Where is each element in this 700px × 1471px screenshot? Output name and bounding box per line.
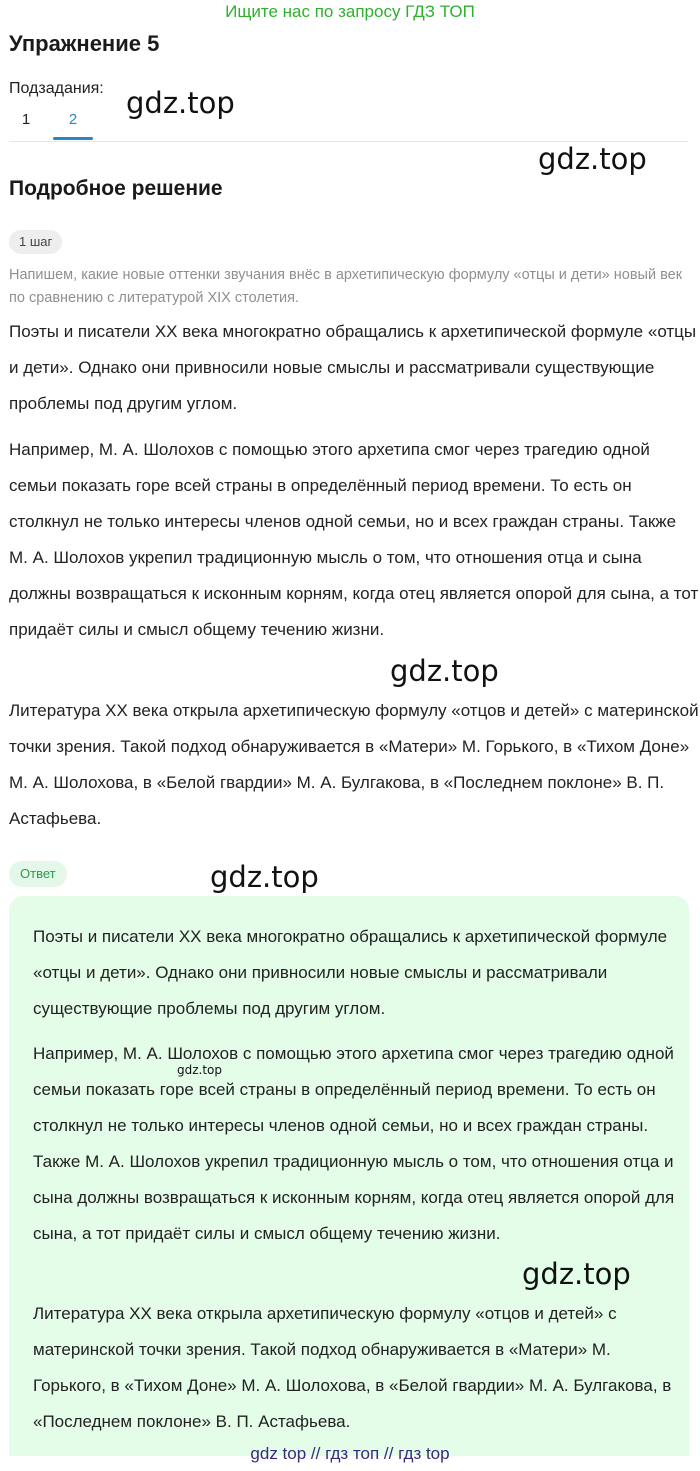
watermark: gdz.top bbox=[390, 654, 499, 688]
answer-paragraph: Литература XX века открыла архетипическую формулу «отцов и детей» с материнской точки зрения. Такой подход обнаруживается в «Матери» М. Горького, в «Тихом Доне» М. А. Шолохова, в «Белой гвардии» М. А. Булгакова, в «Последнем поклоне» В. П. Астафьева. bbox=[33, 1304, 672, 1431]
answer-paragraph: Например, М. А. Шолохов с помощью этого архетипа смог через трагедию одной семьи показать горе всей страны в определённый период времени. То есть он столкнул не только интересы членов одной семьи, но и всех граждан страны. Также М. А. Шолохов укрепил традиционную мысль о том, что отношения отца и сына должны возвращаться к исконным корням, когда отец является опорой для сына, а тот придаёт силы и смысл общему течению жизни. bbox=[33, 1044, 675, 1243]
active-tab-indicator bbox=[53, 137, 93, 140]
solution-paragraph: Например, М. А. Шолохов с помощью этого архетипа смог через трагедию одной семьи показать горе всей страны в определённый период времени. То есть он столкнул не только интересы членов одной семьи, но и всех граждан страны. Также М. А. Шолохов укрепил традиционную мысль о том, что отношения отца и сына должны возвращаться к исконным корням, когда отец является опорой для сына, а тот придаёт силы и смысл общему течению жизни. bbox=[9, 440, 699, 639]
step-description: Напишем, какие новые оттенки звучания внёс в архетипическую формулу «отцы и дети» новый век по сравнению с литературой XIX столетия. bbox=[9, 267, 683, 306]
watermark: gdz.top bbox=[177, 1063, 223, 1077]
subtask-tab-1[interactable]: 1 bbox=[21, 111, 31, 128]
promo-banner[interactable]: Ищите нас по запросу ГДЗ ТОП bbox=[225, 2, 475, 21]
solution-paragraph: Литература XX века открыла архетипическую формулу «отцов и детей» с материнской точки зрения. Такой подход обнаруживается в «Матери» М. Горького, в «Тихом Доне» М. А. Шолохова, в «Белой гвардии» М. А. Булгакова, в «Последнем поклоне» В. П. Астафьева. bbox=[9, 701, 699, 828]
watermark: gdz.top bbox=[126, 86, 235, 120]
answer-badge: Ответ bbox=[9, 861, 67, 887]
solution-paragraph: Поэты и писатели XX века многократно обращались к архетипической формуле «отцы и дети». Однако они привносили новые смыслы и рассматривали существующие проблемы под другим углом. bbox=[9, 322, 697, 413]
answer-paragraph: Поэты и писатели XX века многократно обращались к архетипической формуле «отцы и дети». Однако они привносили новые смыслы и рассматривали существующие проблемы под другим углом. bbox=[33, 927, 668, 1018]
page-title: Упражнение 5 bbox=[9, 31, 160, 56]
watermark: gdz.top bbox=[210, 860, 319, 894]
solution-title: Подробное решение bbox=[9, 177, 223, 200]
footer-links[interactable]: gdz top // гдз топ // гдз top bbox=[250, 1444, 450, 1463]
subtask-tab-2[interactable]: 2 bbox=[68, 111, 78, 128]
step-badge: 1 шаг bbox=[9, 230, 62, 254]
watermark: gdz.top bbox=[538, 142, 647, 176]
watermark: gdz.top bbox=[522, 1257, 631, 1291]
subtasks-label: Подзадания: bbox=[9, 80, 104, 97]
